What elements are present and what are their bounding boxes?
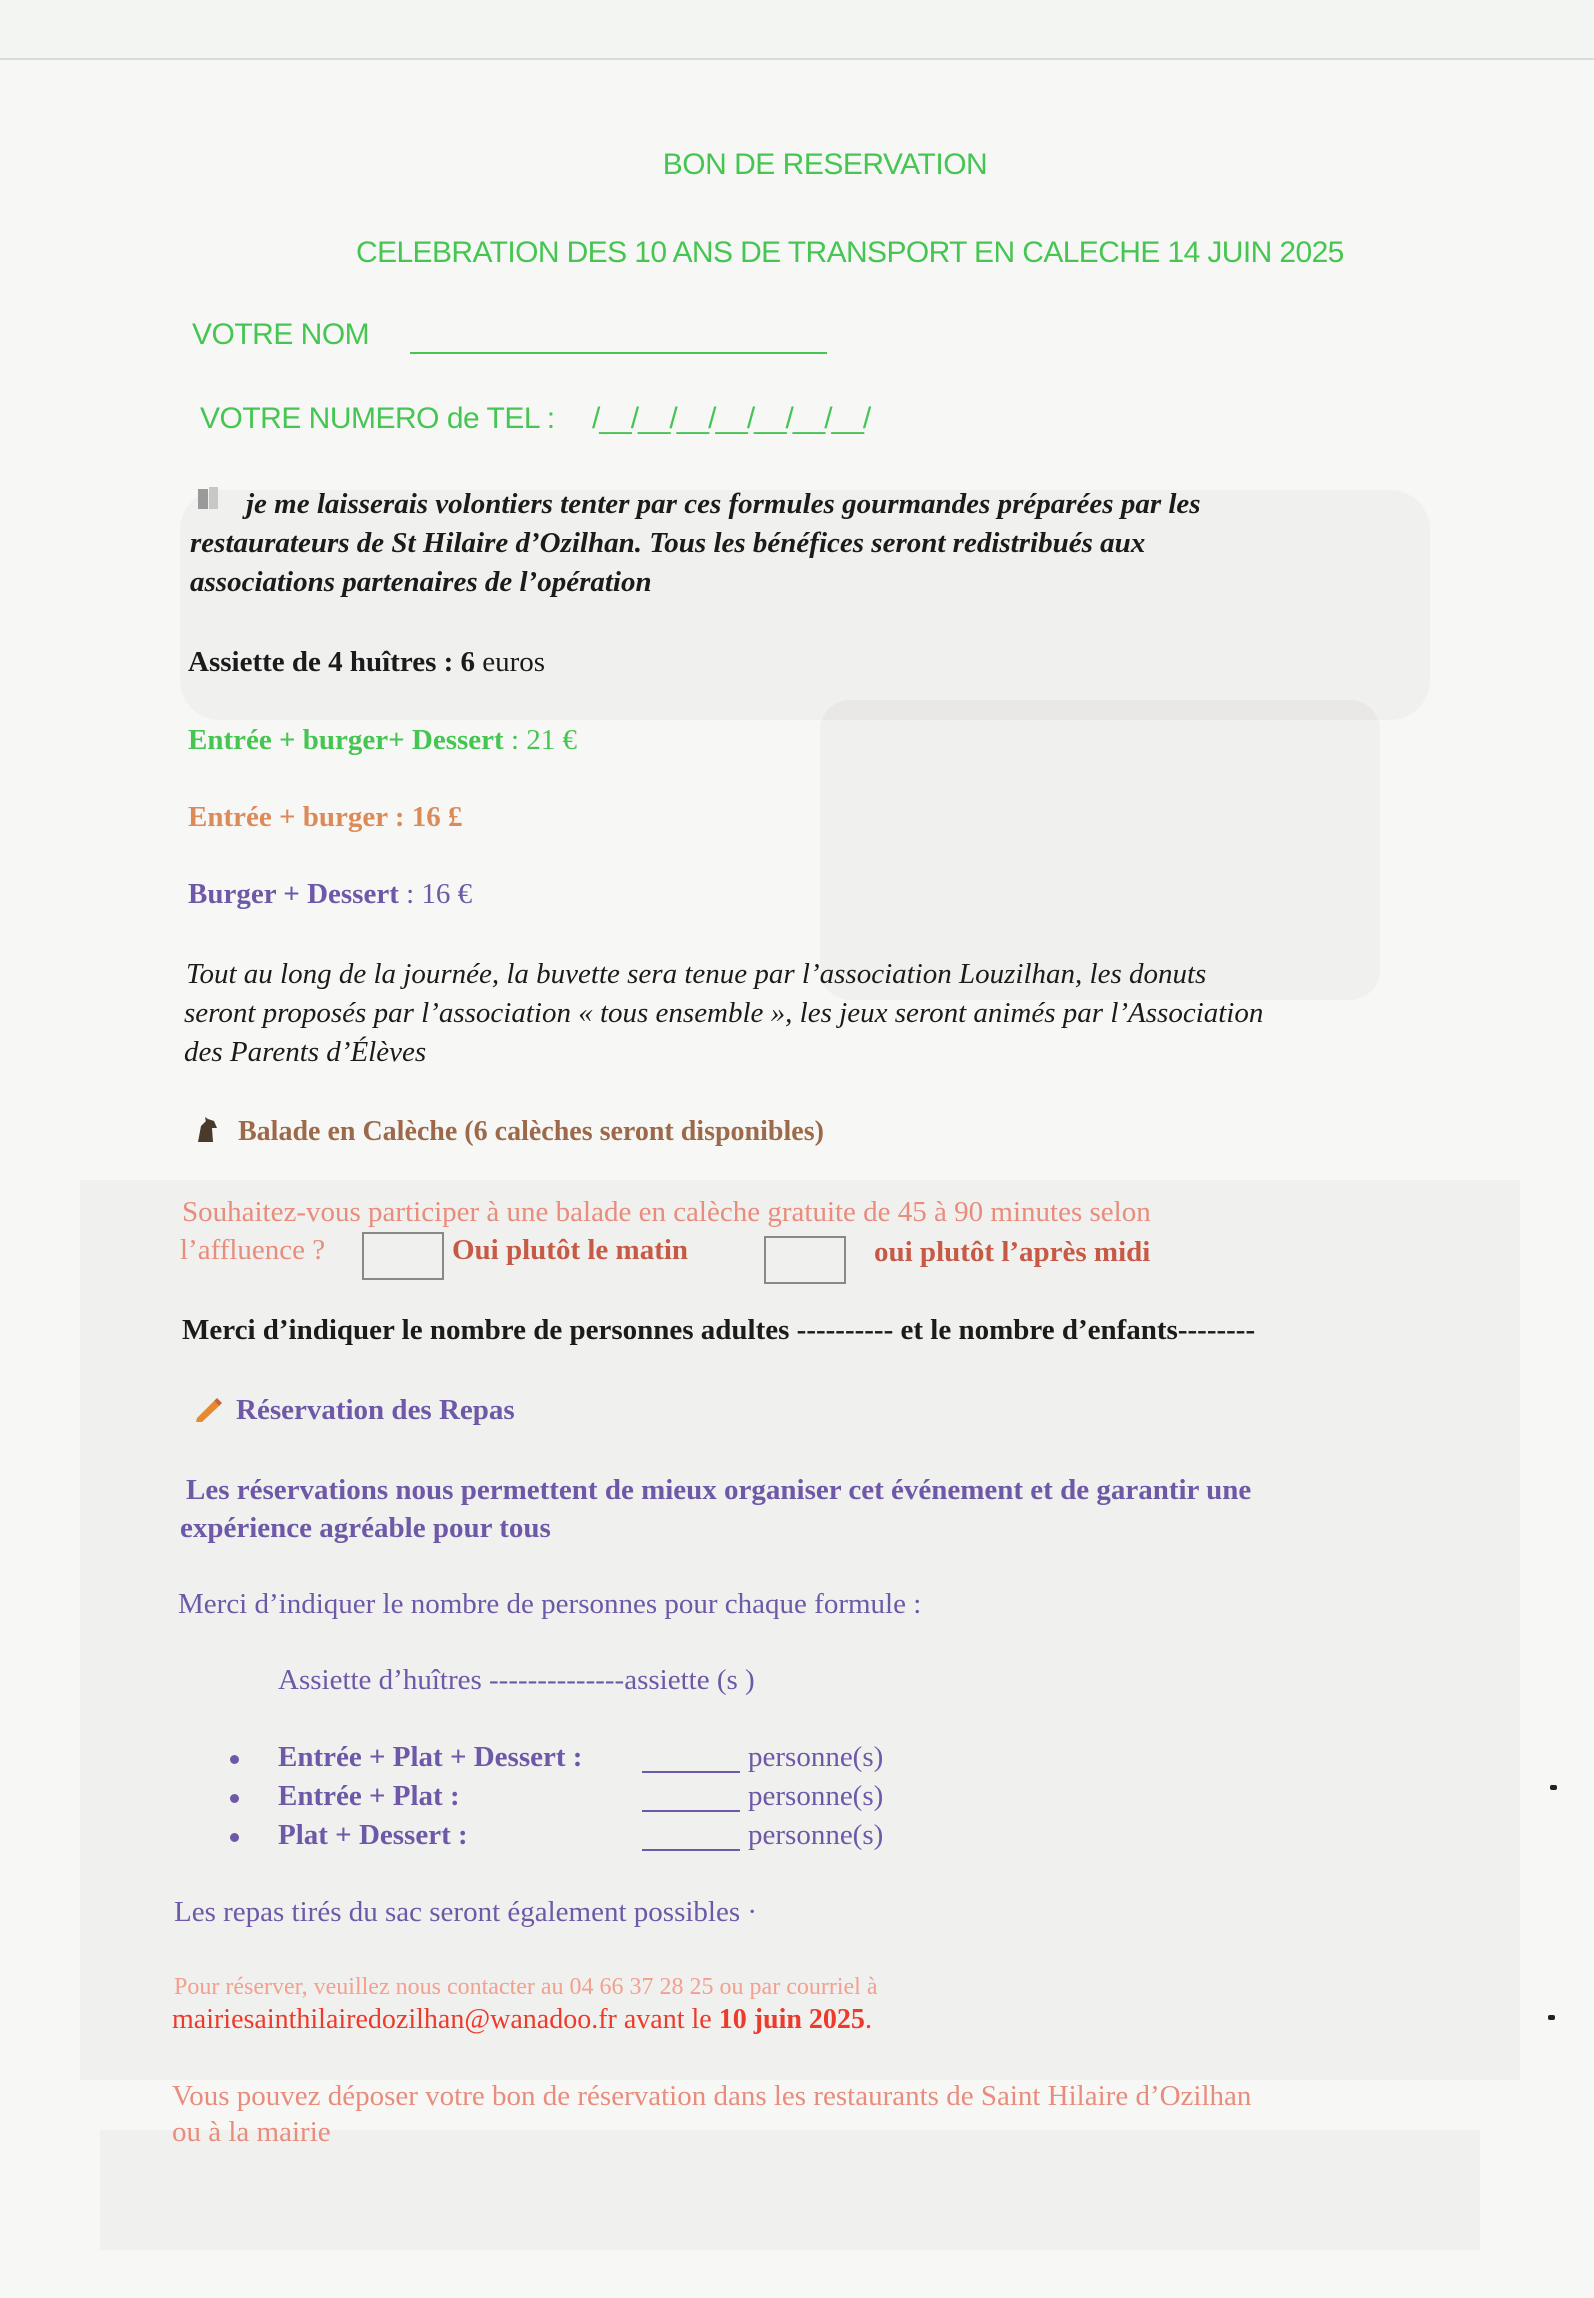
meals-purpose-line-1: Les réservations nous permettent de mieux organiser cet événement et de garantir une (186, 1474, 1252, 1506)
meals-instruction: Merci d’indiquer le nombre de personnes pour chaque formule : (178, 1588, 922, 1620)
caleche-heading: Balade en Calèche (6 calèches seront disponibles) (238, 1116, 824, 1147)
deposit-line-2: ou à la mairie (172, 2116, 331, 2148)
event-subtitle: CELEBRATION DES 10 ANS DE TRANSPORT EN CALECHE 14 JUIN 2025 (356, 236, 1344, 269)
formula-count-field[interactable] (642, 1771, 740, 1773)
afternoon-option-label: oui plutôt l’après midi (874, 1236, 1151, 1268)
scan-speck (1548, 2015, 1555, 2020)
caleche-question-line-2: l’affluence ? (180, 1234, 326, 1266)
intro-line-2: restaurateurs de St Hilaire d’Ozilhan. Tous les bénéfices seront redistribués aux (190, 527, 1146, 559)
packed-lunch-note: Les repas tirés du sac seront également possibles · (174, 1896, 758, 1928)
formula-count-field[interactable] (642, 1810, 740, 1812)
scan-speck (1550, 1785, 1557, 1790)
show-through-image (820, 700, 1380, 1000)
offer-oysters: Assiette de 4 huîtres : 6 euros (188, 646, 546, 678)
phone-field[interactable]: /__/__/__/__/__/__/__/ (592, 402, 871, 435)
formula-count-field[interactable] (642, 1849, 740, 1851)
contact-line: Pour réserver, veuillez nous contacter au 04 66 37 28 25 ou par courriel à (174, 1974, 878, 2000)
deposit-line-1: Vous pouvez déposer votre bon de réservation dans les restaurants de Saint Hilaire d’Ozilhan (172, 2080, 1252, 2112)
formula-label: Plat + Dessert : (278, 1819, 468, 1851)
phone-label: VOTRE NUMERO de TEL : (200, 402, 555, 435)
activities-line-1: Tout au long de la journée, la buvette sera tenue par l’association Louzilhan, les donuts (186, 958, 1207, 990)
bullet (230, 1794, 239, 1803)
morning-checkbox[interactable] (362, 1232, 444, 1280)
contact-email[interactable]: mairiesainthilairedozilhan@wanadoo.fr (172, 2004, 617, 2035)
morning-option-label: Oui plutôt le matin (452, 1234, 689, 1266)
meals-heading: Réservation des Repas (236, 1394, 515, 1426)
afternoon-checkbox[interactable] (764, 1236, 846, 1284)
offer-burger-dessert: Burger + Dessert : 16 € (188, 878, 473, 910)
name-field[interactable] (410, 352, 827, 354)
offer-starter-burger-dessert: Entrée + burger+ Dessert : 21 € (188, 724, 578, 756)
intro-line-3: associations partenaires de l’opération (190, 566, 652, 598)
formula-label: Entrée + Plat + Dessert : (278, 1741, 583, 1773)
participants-count-line[interactable]: Merci d’indiquer le nombre de personnes adultes ---------- et le nombre d’enfants-------- (182, 1314, 1256, 1346)
formula-label: Entrée + Plat : (278, 1780, 460, 1812)
document-page (0, 60, 1594, 2298)
intro-line-1: je me laisserais volontiers tenter par ces formules gourmandes préparées par les (246, 488, 1201, 520)
show-through-band (180, 490, 1430, 720)
caleche-question-line-1: Souhaitez-vous participer à une balade en calèche gratuite de 45 à 90 minutes selon (182, 1196, 1151, 1228)
bullet (230, 1755, 239, 1764)
name-label: VOTRE NOM (192, 318, 370, 351)
formula-unit: personne(s) (748, 1741, 884, 1773)
horse-icon (192, 1116, 222, 1144)
pencil-icon (194, 1396, 224, 1422)
offer-starter-burger: Entrée + burger : 16 £ (188, 801, 463, 833)
meals-purpose-line-2: expérience agréable pour tous (180, 1512, 551, 1544)
formula-unit: personne(s) (748, 1780, 884, 1812)
bullet (230, 1833, 239, 1842)
menu-icon (196, 486, 220, 512)
deadline: 10 juin 2025 (718, 2004, 865, 2035)
document-title: BON DE RESERVATION (662, 148, 988, 181)
activities-line-3: des Parents d’Élèves (184, 1036, 427, 1068)
activities-line-2: seront proposés par l’association « tous ensemble », les jeux seront animés par l’Association (184, 997, 1264, 1029)
formula-unit: personne(s) (748, 1819, 884, 1851)
contact-email-line: mairiesainthilairedozilhan@wanadoo.fr avant le 10 juin 2025. (172, 2004, 872, 2035)
oysters-count-line[interactable]: Assiette d’huîtres --------------assiette (s ) (278, 1664, 755, 1696)
